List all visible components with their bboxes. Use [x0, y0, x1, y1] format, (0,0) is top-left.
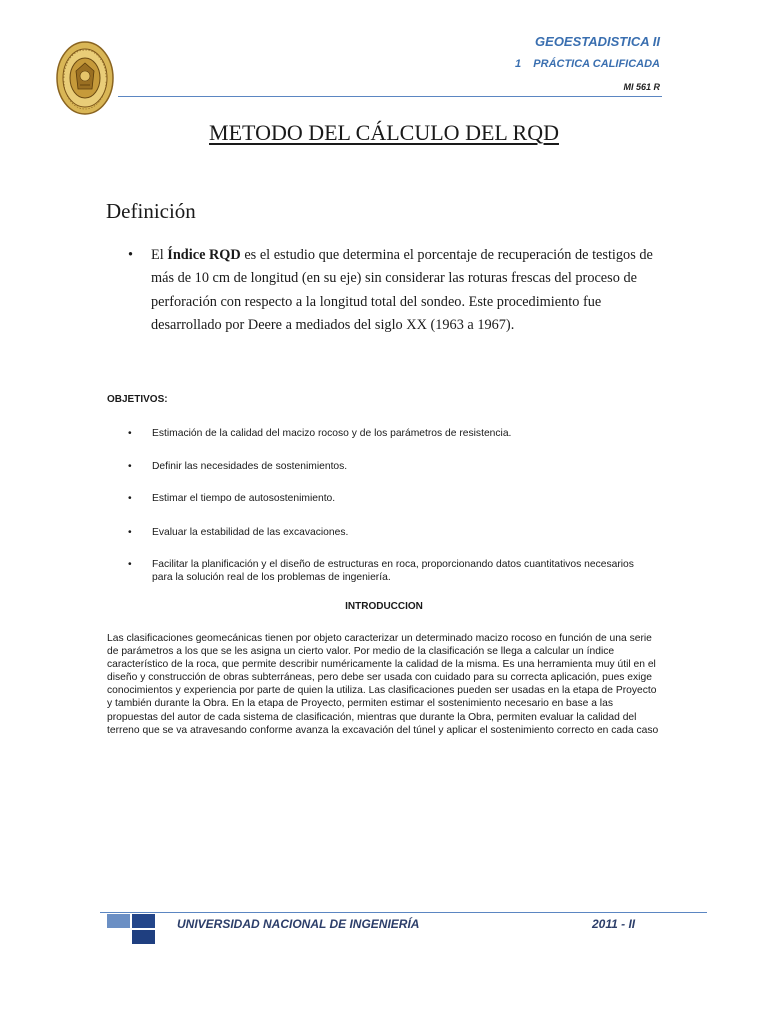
footer-university: UNIVERSIDAD NACIONAL DE INGENIERÍA: [177, 917, 420, 931]
objective-text: Facilitar la planificación y el diseño de estructuras en roca, proporcionando datos cuantitativos necesarios para la solución real de los problemas de ingeniería.: [152, 559, 634, 583]
header-divider: [118, 96, 662, 97]
bullet-icon: •: [128, 493, 132, 504]
bullet-icon: •: [128, 559, 132, 570]
definition-text: es el estudio que determina el porcentaje de recuperación de testigos de más de 10 cm de longitud (en su eje) sin considerar las roturas frescas del proceso de perforación con respecto a la longitud total del sondeo. Este procedimiento fue desarrollado por Deere a mediados del siglo XX (1963 a 1967).: [151, 247, 653, 334]
objectives-heading: OBJETIVOS:: [107, 394, 168, 405]
objective-text: Estimación de la calidad del macizo rocoso y de los parámetros de resistencia.: [152, 428, 512, 439]
practice-label: 1 PRÁCTICA CALIFICADA: [514, 58, 660, 70]
footer-term: 2011 - II: [592, 917, 636, 931]
introduction-text: Las clasificaciones geomecánicas tienen por objeto caracterizar un determinado macizo rocoso en función de una serie de parámetros a los que se les asigna un cierto valor. Por medio de la clasificación se llega a calcular un índice característico de la roca, que permite describir numéricamente la calidad de la misma. Es una herramienta muy útil en el diseño y construcción de obras subterráneas, pero debe ser usada con cuidado para su correcta aplicación, pues exige conocimientos y experiencia por parte de quien la utiliza. Las clasificaciones pueden ser usadas en la etapa de Proyecto y también durante la Obra. En la etapa de Proyecto, permiten estimar el sostenimiento necesario en base a las propuestas del autor de cada sistema de clasificación, mientras que durante la Obra, permiten evaluar la calidad del terreno que se va atravesando conforme avanza la excavación del túnel y aplicar el sostenimiento correcto en cada caso: [107, 633, 659, 736]
definition-term: Índice RQD: [167, 247, 241, 263]
objective-item: [128, 427, 638, 440]
bullet-icon: •: [128, 461, 132, 472]
definition-lead: El: [151, 247, 168, 263]
objective-text: Evaluar la estabilidad de las excavaciones.: [152, 527, 349, 538]
objective-item: [128, 526, 638, 539]
course-name: GEOESTADISTICA II: [535, 34, 660, 49]
bullet-icon: •: [128, 428, 132, 439]
introduction-heading: INTRODUCCION: [345, 601, 423, 612]
university-seal-logo: [56, 41, 114, 115]
footer-divider: [100, 912, 707, 913]
course-code: MI 561 R: [623, 82, 660, 92]
bullet-icon: •: [128, 527, 132, 538]
objective-item: [128, 460, 638, 473]
objective-item: [128, 492, 638, 505]
definition-heading: Definición: [106, 199, 196, 223]
page-title: METODO DEL CÁLCULO DEL RQD: [209, 120, 559, 145]
footer-squares-decoration: [107, 914, 157, 946]
definition-list: [128, 244, 658, 338]
objective-text: Definir las necesidades de sostenimientos.: [152, 461, 348, 472]
objective-text: Estimar el tiempo de autosostenimiento.: [152, 493, 336, 504]
objective-item: [128, 558, 638, 584]
definition-item: [128, 244, 658, 338]
bullet-icon: •: [128, 247, 134, 263]
